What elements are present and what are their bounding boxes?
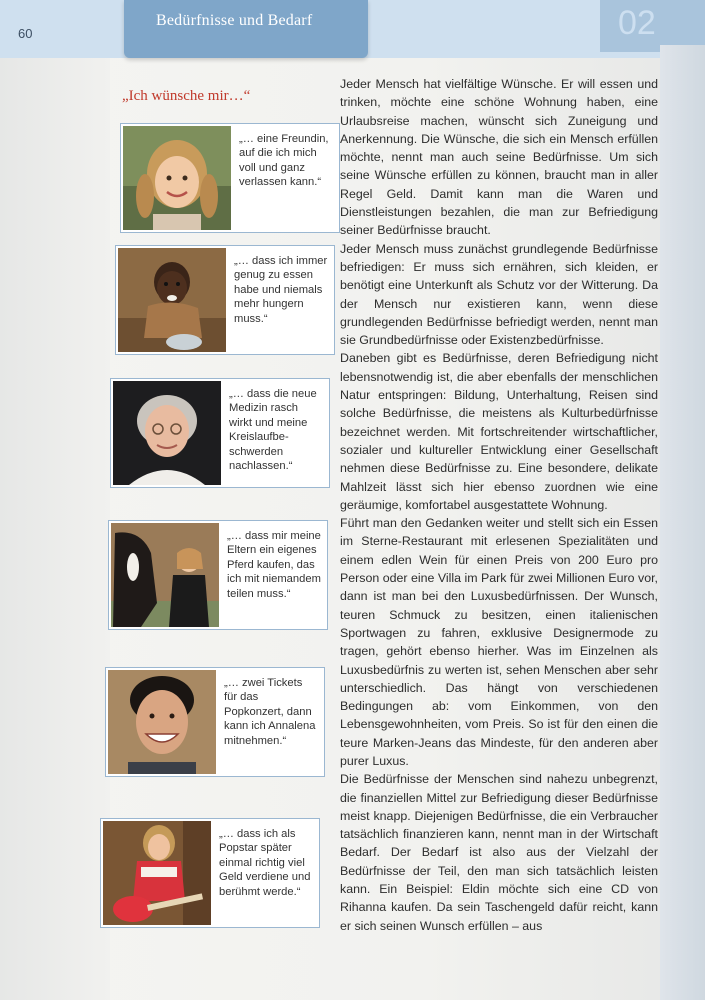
quote-text: „… dass ich immer genug zu essen habe und niemals mehr hungern muss.“ [234,255,328,325]
photo-girl-smiling [123,126,231,230]
quote-text: „… dass mir meine Eltern ein eigenes Pferd kaufen, das ich mit niemandem teilen muss.“ [227,530,321,600]
page-edge [660,45,705,1000]
paragraph: Führt man den Gedanken weiter und stellt sich ein Essen im Sterne-Restaurant mit erlesenen Spezialitäten und einem edlen Wein für einen Preis von 200 Euro pro Person oder eine Villa im Park für zwei Millionen Euro vor, dann ist man bei den Luxusbedürfnissen. Der Wunsch, teuren Schmuck zu besitzen, einen italienischen Sportwagen zu fahren, exklusive Designermode zu tragen, gehört ebenso hierher. Was im Einzelnen als Luxusbedürfnis zu werten ist, sehen Menschen aber sehr unterschiedlich. Das hängt von verschiedenen Bedingungen ab: vom Einkommen, von den Lebensgewohnheiten, vom Preis. So ist für den einen die teure Marken-Jeans das Mindeste, für den anderen aber purer Luxus. [340,516,658,768]
page-number: 60 [18,26,33,41]
quote-text: „… dass ich als Popstar später einmal richtig viel Geld verdiene und berühmt werde.“ [219,828,311,898]
margin-shade [0,58,110,1000]
quote-text: „… eine Freundin, auf die ich mich voll und ganz verlassen kann.“ [239,133,329,189]
quote-card [105,667,325,777]
quote-card [120,123,340,233]
quote-card [108,520,328,630]
chapter-title: Bedürfnisse und Bedarf [156,12,313,29]
main-text-column [340,75,658,935]
sidebar-heading: „Ich wünsche mir…“ [122,88,251,104]
quote-card [110,378,330,488]
quote-card [115,245,335,355]
paragraph: Die Bedürfnisse der Menschen sind nahezu unbegrenzt, die finanziellen Mittel zur Befriedigung dieser Bedürfnisse meist knapp. Diejenigen Bedürfnisse, die ein Verbraucher tatsächlich finanzieren kann, nennt man in der Wirtschaft Bedarf. Der Bedarf ist also aus der Vielzahl der Bedürfnisse der Teil, den man sich tatsächlich leisten kann. Ein Beispiel: Eldin möchte sich eine CD von Rihanna kaufen. Da sein Taschengeld dafür reicht, kann er sich seinen Wunsch erfüllen – aus [340,772,658,933]
chapter-number: 02 [618,4,656,42]
quote-text: „… zwei Tickets für das Popkonzert, dann kann ich Annalena mitnehmen.“ [224,677,316,747]
quote-card [100,818,320,928]
photo-elderly-woman [113,381,221,485]
photo-girl-with-guitar [103,821,211,925]
chapter-tab [124,0,368,58]
quote-text: „… dass die neue Medizin rasch wirkt und meine Kreislaufbeschwerden nachlassen.“ [229,388,317,473]
photo-smiling-boy [108,670,216,774]
photo-girl-with-horse [111,523,219,627]
paragraph: Jeder Mensch muss zunächst grundlegende Bedürfnisse befriedigen: Er muss sich ernähren, sich kleiden, er benötigt eine Unterkunft als Schutz vor der Witterung. Da der Mensch nur existieren kann, wenn diese grundlegenden Bedürfnisse befriedigt werden, nennt man sie Grundbedürfnisse oder Existenzbedürfnisse. [340,241,658,348]
paragraph: Daneben gibt es Bedürfnisse, deren Befriedigung nicht lebensnotwendig ist, die aber ebenfalls der menschlichen Natur entspringen: Bildung, Unterhaltung, Reisen sind solche Bedürfnisse, die meistens als Kulturbedürfnisse bezeichnet werden. Mit fortschreitender wirtschaftlicher, sozialer und kultureller Entwicklung einer Gesellschaft nehmen diese Bedürfnisse zu. Eine besondere, delikate Mahlzeit lässt sich hier ebenso zuordnen wie eine geräumige, komfortabel ausgestattete Wohnung. [340,351,658,512]
photo-child-eating [118,248,226,352]
paragraph: Jeder Mensch hat vielfältige Wünsche. Er will essen und trinken, möchte eine schöne Wohnung haben, eine Urlaubsreise machen, wünscht sich Zuneigung und Anerkennung. Die Wünsche, die sich ein Mensch erfüllen möchte, nennt man auch seine Bedürfnisse. Um sich seine Wünsche erfüllen zu können, braucht man in aller Regel Geld. Damit kann man die Waren und Dienstleistungen bezahlen, die man zur Befriedigung seiner Bedürfnisse braucht. [340,77,658,238]
